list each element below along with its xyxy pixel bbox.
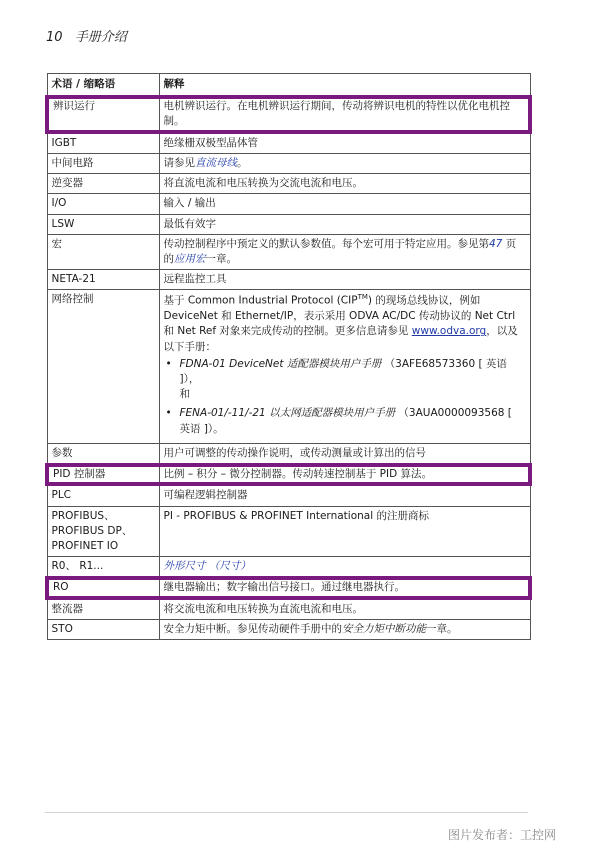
term-cell: RO xyxy=(47,578,159,597)
network-control-text xyxy=(164,292,526,354)
table-header-row xyxy=(47,74,530,98)
manual-reference-list xyxy=(164,357,526,437)
cross-reference-link[interactable]: 外形尺寸 （尺寸） xyxy=(163,560,251,573)
table-row xyxy=(47,484,530,506)
description-text: 页的 xyxy=(163,237,517,265)
term-cell: 中间电路 xyxy=(47,153,159,173)
description-cell: PI - PROFIBUS & PROFINET International 的注册商标 xyxy=(159,506,530,557)
table-row xyxy=(47,578,530,597)
description-cell: 将交流电流和电压转换为直流电流和电压。 xyxy=(159,598,530,620)
cross-reference-link[interactable]: 应用宏 xyxy=(174,252,206,265)
description-cell xyxy=(159,557,530,579)
table-row xyxy=(47,598,530,620)
manual-code: （3AFE68573360 [ 英语 ]）， xyxy=(179,357,507,385)
table-row xyxy=(47,132,530,154)
description-text: 一章。 xyxy=(426,622,458,635)
description-text: 安全力矩中断。参见传动硬件手册中的 xyxy=(163,622,342,635)
description-cell: 继电器输出；数字输出信号接口。通过继电器执行。 xyxy=(159,578,530,597)
description-cell: 用户可调整的传动操作说明，或传动测量或计算出的信号 xyxy=(159,443,530,465)
list-item xyxy=(176,357,526,403)
publisher-watermark: 图片发布者：工控网 xyxy=(447,828,556,842)
page-reference-link[interactable]: 47 xyxy=(489,237,503,250)
cross-reference-link[interactable]: 安全力矩中断功能 xyxy=(342,622,426,635)
term-cell: R0、 R1... xyxy=(47,557,159,579)
table-row xyxy=(47,270,530,290)
term-cell: 逆变器 xyxy=(47,174,159,194)
description-cell xyxy=(159,234,530,269)
table-row xyxy=(47,443,530,465)
term-cell: 网络控制 xyxy=(47,290,159,443)
term-cell: LSW xyxy=(47,214,159,234)
table-row xyxy=(47,619,530,639)
term-cell: 宏 xyxy=(47,234,159,269)
odva-url-link[interactable]: www.odva.org xyxy=(411,325,487,338)
description-cell: 可编程逻辑控制器 xyxy=(159,484,530,506)
description-cell: 远程监控工具 xyxy=(159,270,530,290)
footer-divider xyxy=(45,812,528,813)
table-row xyxy=(47,234,530,269)
term-cell: I/O xyxy=(47,194,159,214)
table-row xyxy=(47,557,530,579)
description-text: 。 xyxy=(237,156,248,169)
column-header-description: 解释 xyxy=(159,74,530,98)
list-connector: 和 xyxy=(179,388,190,401)
description-text: 一章。 xyxy=(205,252,237,265)
description-cell xyxy=(159,619,530,639)
column-header-term: 术语 / 缩略语 xyxy=(47,74,159,98)
description-text: 基于 Common Industrial Protocol (CIP xyxy=(163,294,358,307)
table-row xyxy=(47,194,530,214)
section-title: 手册介绍 xyxy=(74,30,127,45)
table-row xyxy=(47,214,530,234)
manual-title: FENA-01/-11/-21 以太网适配器模块用户手册 xyxy=(179,407,396,420)
list-item xyxy=(176,406,526,436)
table-row xyxy=(47,506,530,557)
term-cell: PID 控制器 xyxy=(47,465,159,484)
glossary-table xyxy=(45,73,532,640)
term-cell: PROFIBUS、PROFIBUS DP、PROFINET IO xyxy=(47,506,159,557)
table-row xyxy=(47,290,530,443)
term-cell: NETA-21 xyxy=(47,270,159,290)
term-cell: 参数 xyxy=(47,443,159,465)
description-cell: 比例 – 积分 – 微分控制器。传动转速控制基于 PID 算法。 xyxy=(159,465,530,484)
term-cell: 整流器 xyxy=(47,598,159,620)
description-cell: 绝缘栅双极型晶体管 xyxy=(159,132,530,154)
description-cell: 将直流电流和电压转换为交流电流和电压。 xyxy=(159,174,530,194)
description-text: 请参见 xyxy=(163,156,195,169)
description-cell: 电机辨识运行。在电机辨识运行期间，传动将辨识电机的特性以优化电机控制。 xyxy=(159,97,530,131)
description-cell xyxy=(159,290,530,443)
term-cell: PLC xyxy=(47,484,159,506)
table-row xyxy=(47,153,530,173)
description-text: ，以及以下手册： xyxy=(163,325,518,353)
page-header xyxy=(46,26,127,45)
manual-code: （3AUA0000093568 [ 英语 ]）。 xyxy=(179,407,512,435)
page-number: 10 xyxy=(46,30,63,45)
manual-title: FDNA-01 DeviceNet 适配器模块用户手册 xyxy=(179,357,382,370)
description-text: ) 的现场总线协议，例如 DeviceNet 和 Ethernet/IP，表示采用 ODVA AC/DC 传动协议的 Net Ctrl 和 Net Ref 对象来完成传动的控制。更多信息请参见 xyxy=(163,294,516,338)
cross-reference-link[interactable]: 直流母线 xyxy=(195,156,237,169)
table-row xyxy=(47,174,530,194)
term-cell: IGBT xyxy=(47,132,159,154)
description-text: 传动控制程序中预定义的默认参数值。每个宏可用于特定应用。参见第 xyxy=(163,237,489,250)
description-cell xyxy=(159,153,530,173)
table-row xyxy=(47,465,530,484)
term-cell: 辨识运行 xyxy=(47,97,159,131)
trademark-superscript: TM xyxy=(357,293,368,302)
table-row xyxy=(47,97,530,131)
description-cell: 输入 / 输出 xyxy=(159,194,530,214)
term-cell: STO xyxy=(47,619,159,639)
description-cell: 最低有效字 xyxy=(159,214,530,234)
